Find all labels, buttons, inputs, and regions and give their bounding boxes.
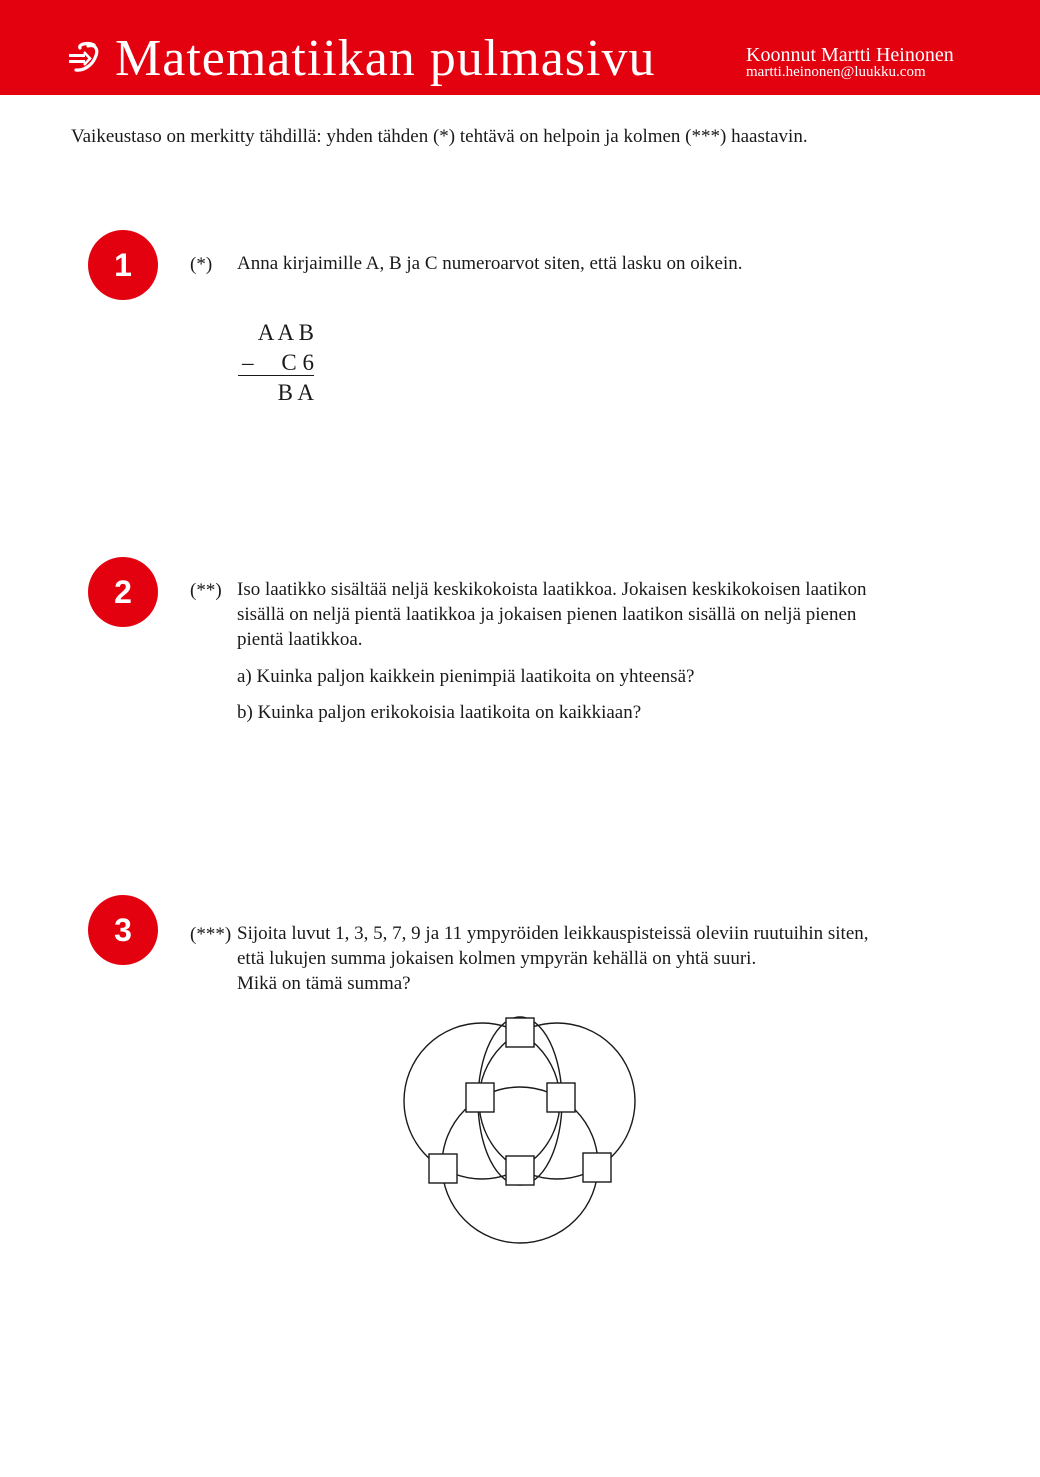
subtraction-row xyxy=(238,378,316,408)
answer-box[interactable] xyxy=(583,1153,611,1182)
problem-text-line: pientä laatikkoa. xyxy=(237,629,363,650)
difficulty-stars: (**) xyxy=(190,580,222,601)
answer-box[interactable] xyxy=(547,1083,575,1112)
author-email: martti.heinonen@luukku.com xyxy=(746,64,926,80)
difficulty-stars: (*) xyxy=(190,254,213,275)
header-banner xyxy=(0,0,1040,95)
subtraction-rule xyxy=(238,375,314,376)
problem-text-line: Mikä on tämä summa? xyxy=(237,973,411,994)
problem-number-badge: 2 xyxy=(88,557,158,627)
answer-box[interactable] xyxy=(466,1083,494,1112)
difference: B A xyxy=(277,380,314,405)
difficulty-stars: (***) xyxy=(190,924,232,945)
page-title: Matematiikan pulmasivu xyxy=(115,30,656,87)
problem-text-line: että lukujen summa jokaisen kolmen ympyrän kehällä on yhtä suuri. xyxy=(237,948,757,969)
answer-box[interactable] xyxy=(506,1018,534,1047)
problem-text-line: Anna kirjaimille A, B ja C numeroarvot siten, että lasku on oikein. xyxy=(237,253,743,274)
answer-box[interactable] xyxy=(506,1156,534,1185)
problem-number-badge: 1 xyxy=(88,230,158,300)
pi-equals-logo-icon xyxy=(66,40,102,76)
answer-box[interactable] xyxy=(429,1154,457,1183)
author-credit: Koonnut Martti Heinonen xyxy=(746,44,954,66)
subtraction-puzzle xyxy=(238,318,316,408)
problem-text-line: Iso laatikko sisältää neljä keskikokoista laatikkoa. Jokaisen keskikokoisen laatikon xyxy=(237,579,867,600)
minuend: A A B xyxy=(257,320,314,345)
problem-number-badge: 3 xyxy=(88,895,158,965)
three-circles-diagram xyxy=(400,1012,640,1248)
problem-text xyxy=(237,577,977,652)
problem-text xyxy=(237,921,977,996)
problem-text-line: Sijoita luvut 1, 3, 5, 7, 9 ja 11 ympyröiden leikkauspisteissä oleviin ruutuihin siten, xyxy=(237,923,869,944)
question-b: b) Kuinka paljon erikokoisia laatikoita on kaikkiaan? xyxy=(237,702,642,723)
difficulty-intro: Vaikeustaso on merkitty tähdillä: yhden tähden (*) tehtävä on helpoin ja kolmen (***) haastavin. xyxy=(71,126,808,147)
question-a: a) Kuinka paljon kaikkein pienimpiä laatikoita on yhteensä? xyxy=(237,666,695,687)
minus-sign: – xyxy=(242,350,254,375)
subtraction-row xyxy=(238,348,316,378)
problem-text xyxy=(237,251,977,276)
problem-text-line: sisällä on neljä pientä laatikkoa ja jokaisen pienen laatikon sisällä on neljä pienen xyxy=(237,604,857,625)
subtrahend: C 6 xyxy=(281,350,314,375)
subtraction-row xyxy=(238,318,316,348)
